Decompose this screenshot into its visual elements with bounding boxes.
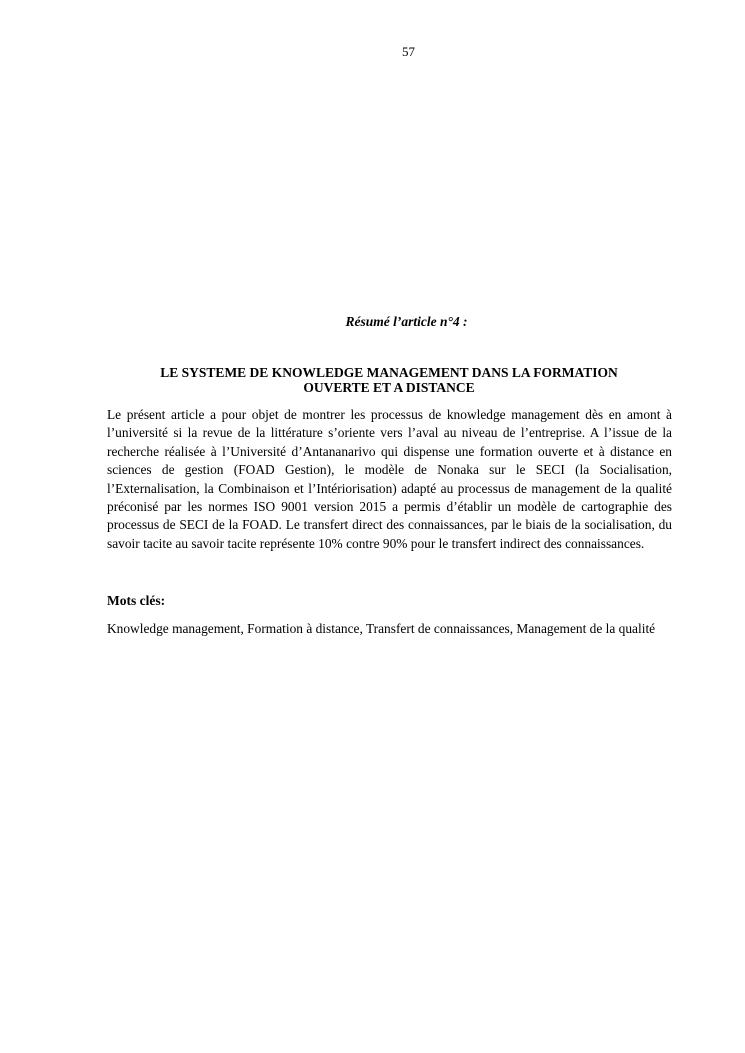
- article-title-line-2: OUVERTE ET A DISTANCE: [303, 380, 475, 395]
- keywords-list: Knowledge management, Formation à distance, Transfert de connaissances, Management de la qualité: [107, 621, 656, 636]
- summary-heading: Résumé l’article n°4 :: [345, 314, 468, 329]
- article-title-line-1: LE SYSTEME DE KNOWLEDGE MANAGEMENT DANS LA FORMATION: [160, 365, 618, 380]
- abstract-paragraph: Le présent article a pour objet de montrer les processus de knowledge management dès en amont à l’université si la revue de la littérature s’oriente vers l’aval au niveau de l’entreprise. A l’issue de la recherche réalisée à l’Université d’Antananarivo qui dispense une formation ouverte et à distance en sciences de gestion (FOAD Gestion), le modèle de Nonaka sur le SECI (la Socialisation, l’Externalisation, la Combinaison et l’Intériorisation) adapté au processus de management de la qualité préconisé par les normes ISO 9001 version 2015 a permis d’établir un modèle de cartographie des processus de SECI de la FOAD. Le transfert direct des connaissances, par le biais de la socialisation, du savoir tacite au savoir tacite représente 10% contre 90% pour le transfert indirect des connaissances.: [107, 407, 672, 551]
- article-title: [130, 365, 648, 395]
- page-number: 57: [402, 44, 415, 59]
- keywords-heading: Mots clés:: [107, 593, 166, 608]
